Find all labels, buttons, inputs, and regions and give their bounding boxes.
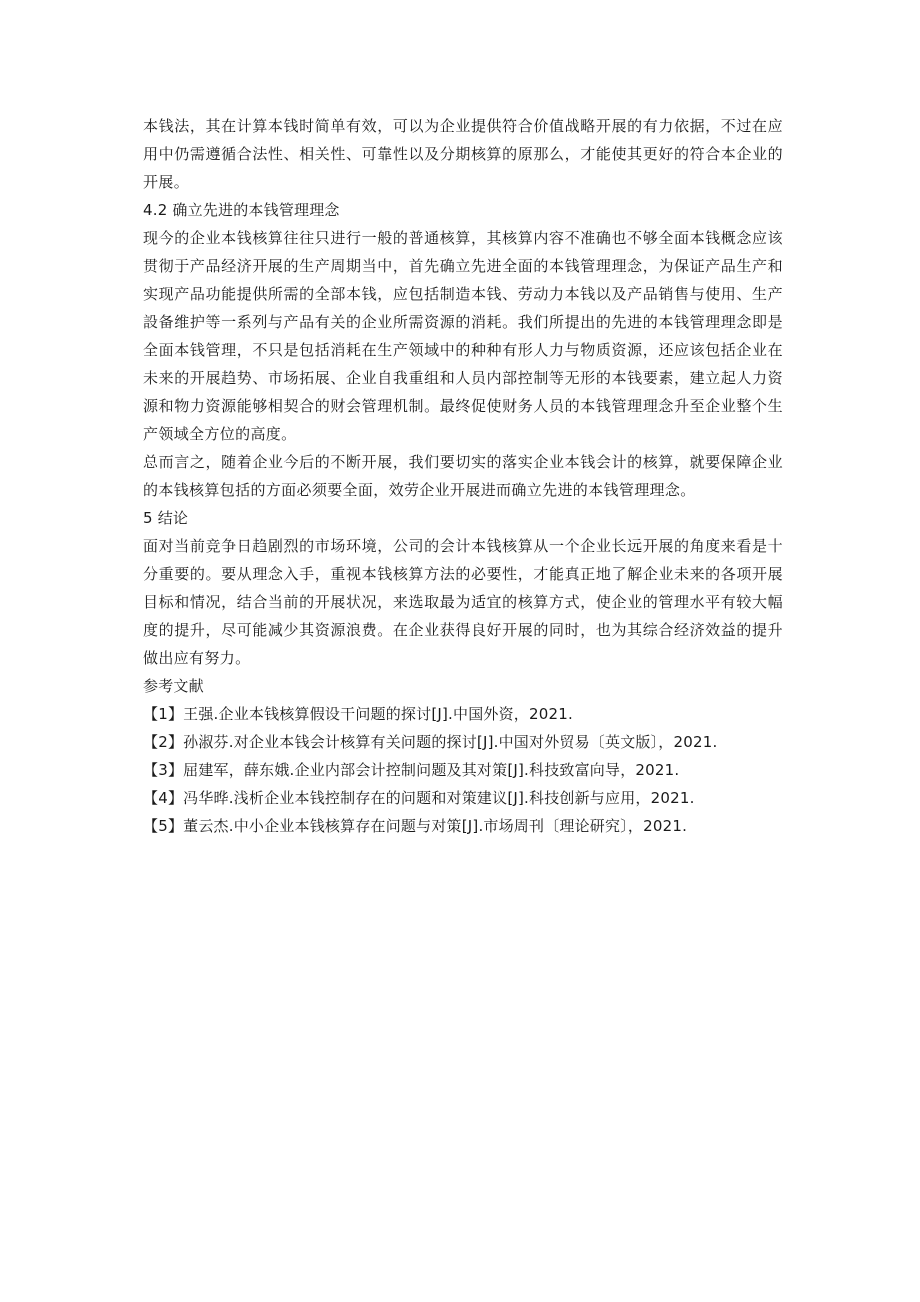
document-page [143, 112, 783, 840]
reference-item: 【3】屈建军，薛东娥.企业内部会计控制问题及其对策[J].科技致富向导，2021. [143, 761, 680, 779]
references-heading: 参考文献 [143, 677, 204, 695]
reference-list [143, 700, 783, 840]
section-4-2-heading: 4.2 确立先进的本钱管理理念 [143, 201, 340, 219]
reference-item: 【5】董云杰.中小企业本钱核算存在问题与对策[J].市场周刊〔理论研究〕，2021. [143, 817, 688, 835]
intro-paragraph: 本钱法，其在计算本钱时简单有效，可以为企业提供符合价值战略开展的有力依据，不过在应用中仍需遵循合法性、相关性、可靠性以及分期核算的原那么，才能使其更好的符合本企业的开展。 [143, 117, 783, 191]
reference-item: 【2】孙淑芬.对企业本钱会计核算有关问题的探讨[J].中国对外贸易〔英文版〕，2021. [143, 733, 718, 751]
section-5-heading: 5 结论 [143, 509, 189, 527]
reference-item: 【1】王强.企业本钱核算假设干问题的探讨[J].中国外资，2021. [143, 705, 573, 723]
summary-paragraph: 总而言之，随着企业今后的不断开展，我们要切实的落实企业本钱会计的核算，就要保障企业的本钱核算包括的方面必须要全面，效劳企业开展进而确立先进的本钱管理理念。 [143, 453, 783, 499]
conclusion-paragraph: 面对当前竞争日趋剧烈的市场环境，公司的会计本钱核算从一个企业长远开展的角度来看是十分重要的。要从理念入手，重视本钱核算方法的必要性，才能真正地了解企业未来的各项开展目标和情况，结合当前的开展状况，来选取最为适宜的核算方式，使企业的管理水平有较大幅度的提升，尽可能减少其资源浪费。在企业获得良好开展的同时，也为其综合经济效益的提升做出应有努力。 [143, 537, 783, 667]
section-4-2-paragraph: 现今的企业本钱核算往往只进行一般的普通核算，其核算内容不准确也不够全面本钱概念应该贯彻于产品经济开展的生产周期当中，首先确立先进全面的本钱管理理念，为保证产品生产和实现产品功能提供所需的全部本钱，应包括制造本钱、劳动力本钱以及产品销售与使用、生产設备维护等一系列与产品有关的企业所需资源的消耗。我们所提出的先进的本钱管理理念即是全面本钱管理，不只是包括消耗在生产领域中的种种有形人力与物质资源，还应该包括企业在未来的开展趋势、市场拓展、企业自我重组和人员内部控制等无形的本钱要素，建立起人力资源和物力资源能够相契合的财会管理机制。最终促使财务人员的本钱管理理念升至企业整个生产领域全方位的高度。 [143, 229, 783, 443]
reference-item: 【4】冯华晔.浅析企业本钱控制存在的问题和对策建议[J].科技创新与应用，2021. [143, 789, 695, 807]
